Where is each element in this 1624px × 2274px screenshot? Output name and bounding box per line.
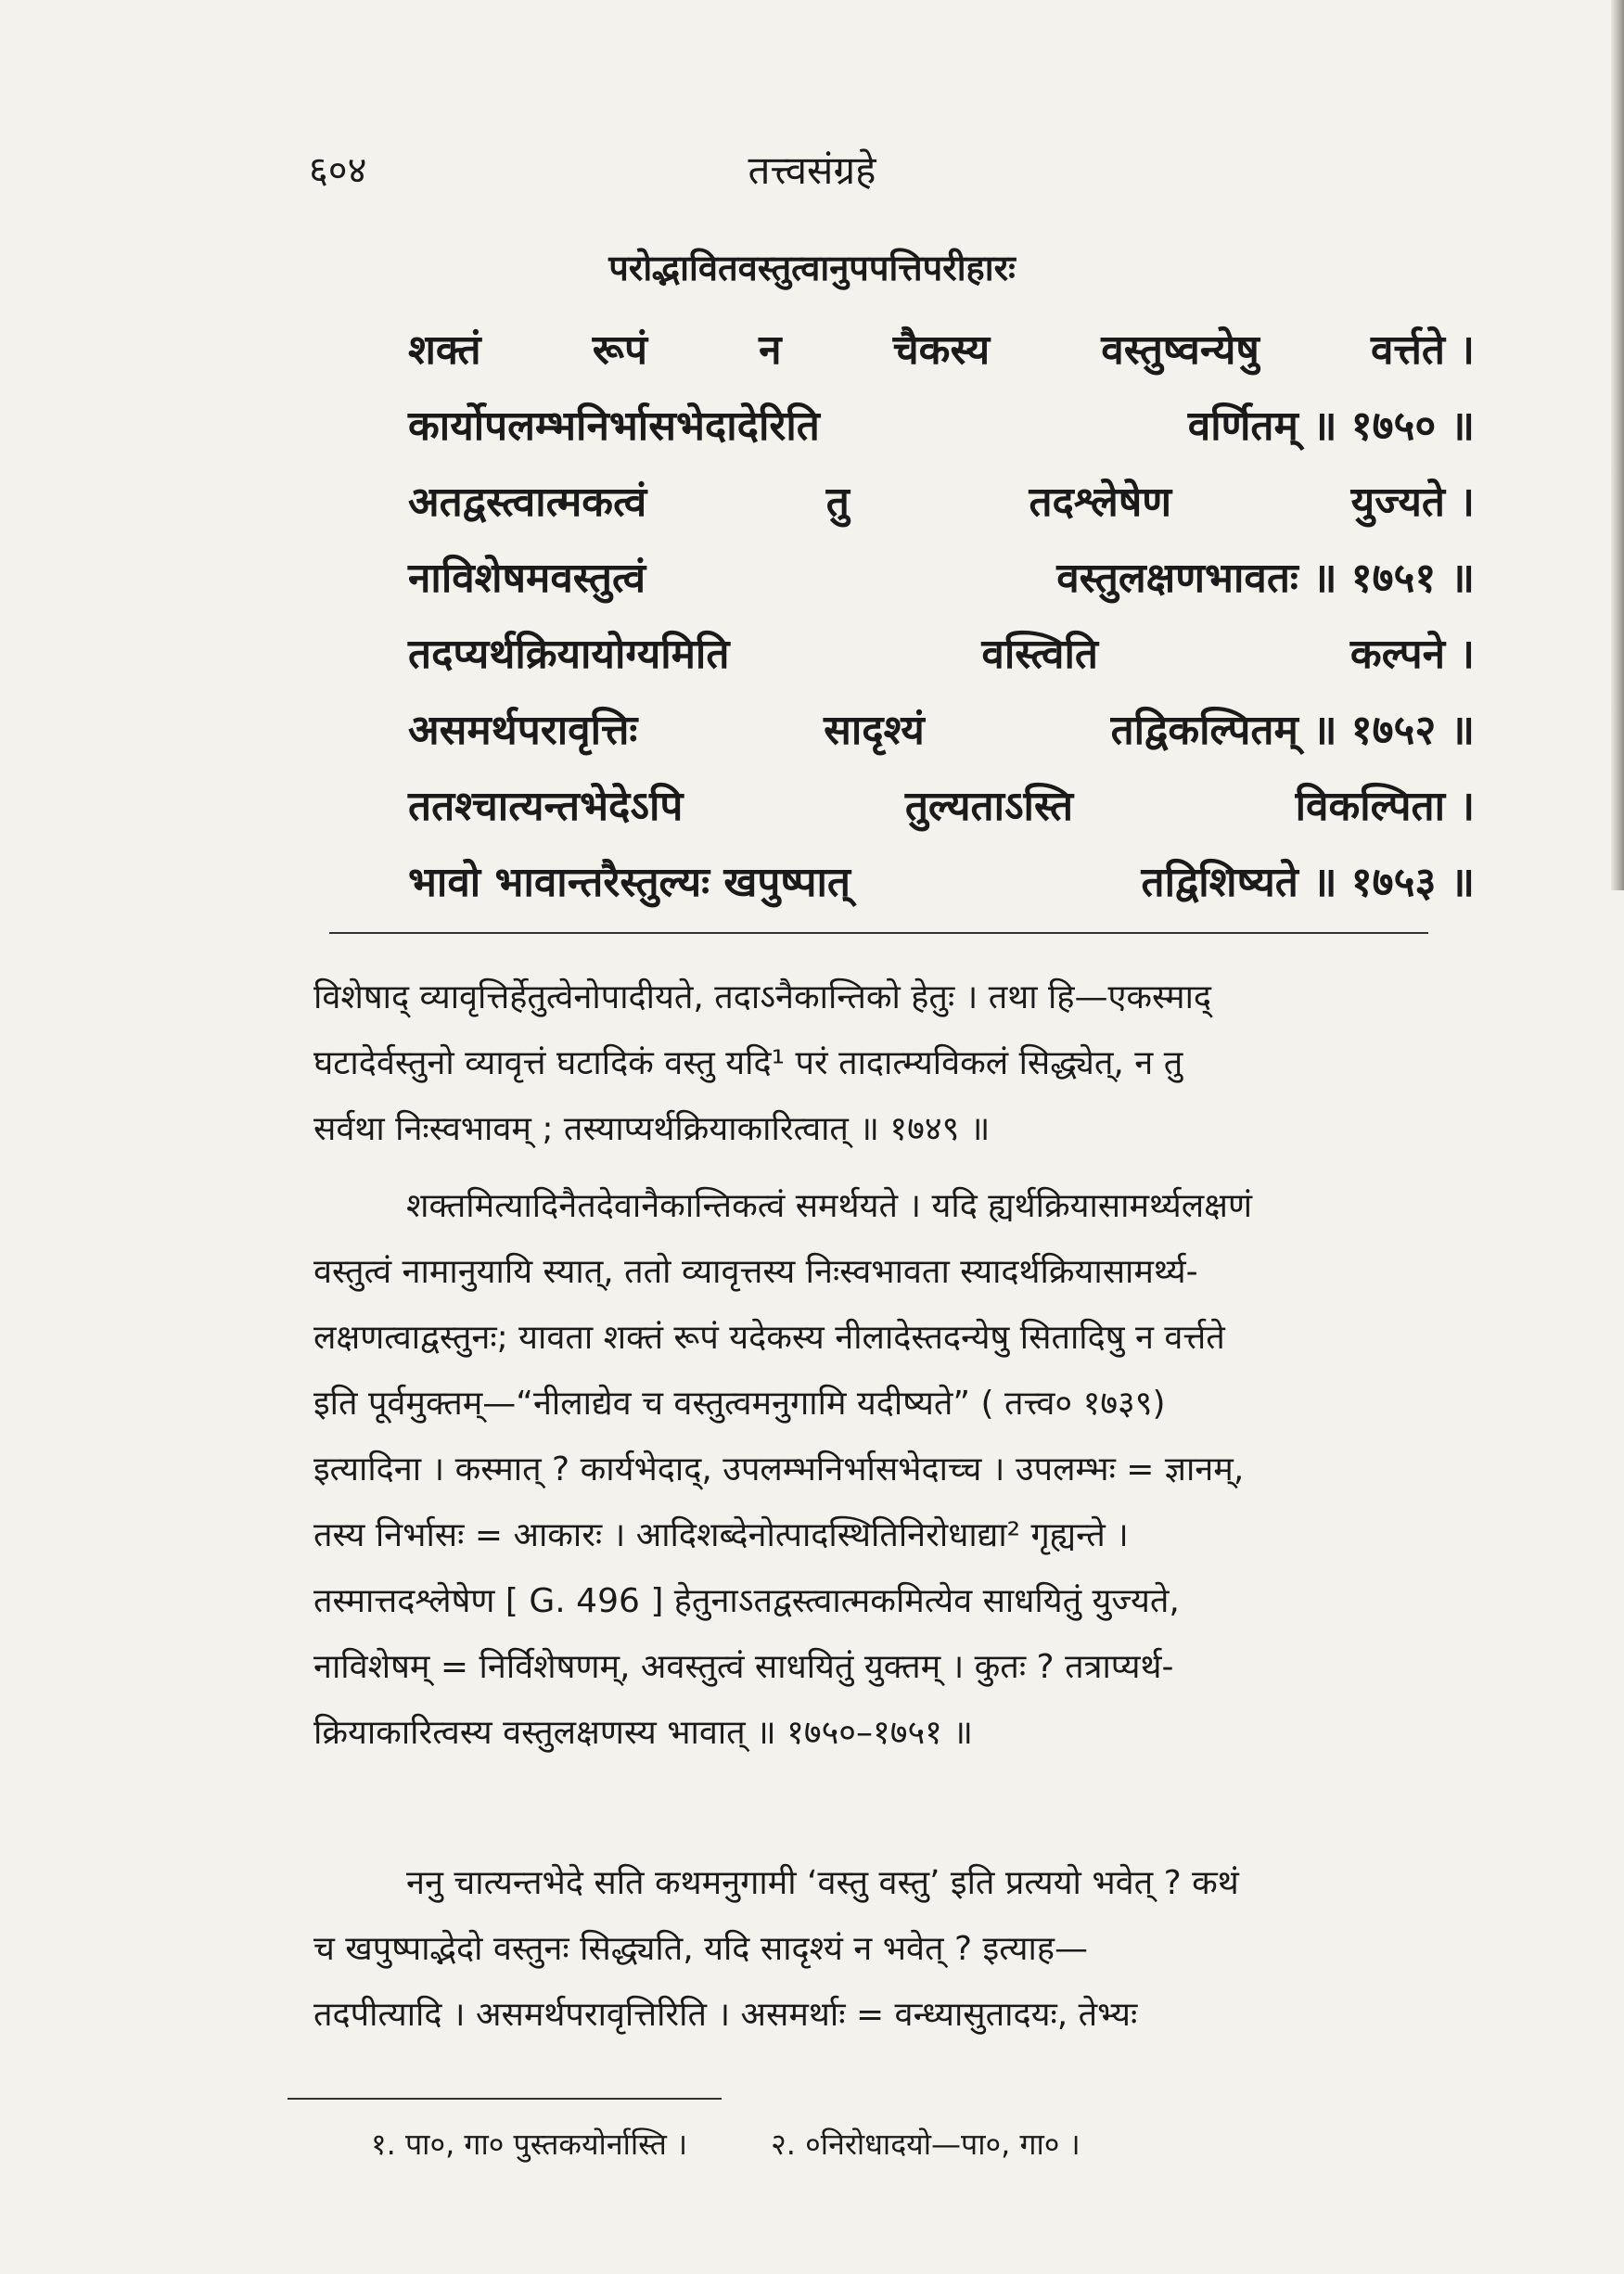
commentary-line: विशेषाद् व्यावृत्तिर्हेतुत्वेनोपादीयते, तदाऽनैकान्तिको हेतुः । तथा हि—एकस्माद्	[313, 978, 1212, 1016]
verse-divider	[329, 932, 1428, 934]
verse-word: युज्यते ।	[1350, 479, 1475, 526]
page-number: ६०४	[309, 149, 367, 192]
verse-line	[408, 690, 1475, 766]
commentary-line: घटादेर्वस्तुनो व्यावृत्तं घटादिकं वस्तु यदि¹ परं तादात्म्यविकलं सिद्ध्येत्, न तु	[313, 1044, 1183, 1082]
verse-line	[408, 462, 1475, 538]
page-edge-shadow	[1611, 0, 1624, 890]
verse-word: अतद्वस्त्वात्मकत्वं	[408, 479, 647, 526]
verse-line	[408, 386, 1475, 462]
verse-word: सादृश्यं	[824, 707, 925, 754]
commentary-line: लक्षणत्वाद्वस्तुनः; यावता शक्तं रूपं यदेकस्य नीलादेस्तदन्येषु सितादिषु न वर्त्तते	[313, 1319, 1225, 1357]
verse-word: वर्त्तते ।	[1370, 326, 1475, 374]
commentary-line: इति पूर्वमुक्तम्—“नीलाद्येव च वस्तुत्वमनुगामि यदीष्यते” ( तत्त्व० १७३९)	[313, 1385, 1166, 1423]
footnotes	[371, 2124, 1391, 2164]
verse-number: तद्विशिष्यते ॥ १७५३ ॥	[1141, 859, 1475, 906]
section-title: परोद्भावितवस्तुत्वानुपपत्तिपरीहारः	[608, 248, 1016, 288]
verse-line	[408, 538, 1475, 614]
commentary-line: नाविशेषम् = निर्विशेषणम्, अवस्तुत्वं साधयितुं युक्तम् । कुतः ? तत्राप्यर्थ-	[313, 1648, 1174, 1686]
commentary-line: ननु चात्यन्तभेदे सति कथमनुगामी ‘वस्तु वस्तु’ इति प्रत्ययो भवेत् ? कथं	[406, 1864, 1239, 1902]
commentary-line: वस्तुत्वं नामानुयायि स्यात्, ततो व्यावृत्तस्य निःस्वभावता स्यादर्थक्रियासामर्थ्य-	[313, 1253, 1198, 1291]
commentary-line: तस्मात्तदश्लेषेण [ G. 496 ] हेतुनाऽतद्वस्त्वात्मकमित्येव साधयितुं युज्यते,	[313, 1582, 1180, 1620]
page-header	[0, 139, 1624, 195]
verse-block	[408, 310, 1475, 918]
verse-word: नाविशेषमवस्तुत्वं	[408, 555, 646, 602]
verse-word: कल्पने ।	[1349, 631, 1475, 678]
commentary-line: तदपीत्यादि । असमर्थपरावृत्तिरिति । असमर्थाः = वन्ध्यासुतादयः, तेभ्यः	[313, 1996, 1138, 2034]
verse-line	[408, 614, 1475, 690]
verse-word: विकल्पिता ।	[1295, 783, 1475, 830]
verse-word: शक्तं	[408, 326, 481, 374]
commentary-line: तस्य निर्भासः = आकारः । आदिशब्देनोत्पादस्थितिनिरोधाद्या² गृह्यन्ते ।	[313, 1516, 1129, 1554]
verse-word: वस्तुष्वन्येषु	[1101, 326, 1260, 374]
verse-word: भावो भावान्तरैस्तुल्यः खपुष्पात्	[408, 859, 850, 906]
verse-line	[408, 766, 1475, 842]
verse-word: ततश्चात्यन्तभेदेऽपि	[408, 783, 684, 830]
verse-word: रूपं	[592, 326, 647, 374]
verse-word: तदश्लेषेण	[1029, 479, 1172, 526]
running-title: तत्त्वसंग्रहे	[748, 147, 876, 193]
verse-line	[408, 842, 1475, 918]
footnote-divider	[288, 2098, 722, 2100]
commentary-block-1	[313, 965, 1487, 1162]
footnote: २. ०निरोधादयो—पा०, गा० ।	[771, 2127, 1081, 2162]
verse-line	[408, 310, 1475, 386]
verse-number: वस्तुलक्षणभावतः ॥ १७५१ ॥	[1056, 555, 1475, 602]
verse-word: असमर्थपरावृत्तिः	[408, 707, 638, 754]
commentary-line: क्रियाकारित्वस्य वस्तुलक्षणस्य भावात् ॥ १७५०–१७५१ ॥	[313, 1714, 973, 1752]
commentary-block-2	[313, 1173, 1487, 1766]
commentary-line: शक्तमित्यादिनैतदेवानैकान्तिकत्वं समर्थयते । यदि ह्यर्थक्रियासामर्थ्यलक्षणं	[406, 1187, 1253, 1225]
verse-word: चैकस्य	[892, 326, 991, 374]
verse-word: न	[759, 326, 782, 374]
commentary-line: इत्यादिना । कस्मात् ? कार्यभेदाद्, उपलम्भनिर्भासभेदाच्च । उपलम्भः = ज्ञानम्,	[313, 1450, 1245, 1488]
commentary-line: च खपुष्पाद्भेदो वस्तुनः सिद्ध्यति, यदि सादृश्यं न भवेत् ? इत्याह—	[313, 1930, 1088, 1968]
footnote: १. पा०, गा० पुस्तकयोर्नास्ति ।	[371, 2127, 688, 2162]
verse-word: कार्योपलम्भनिर्भासभेदादेरिति	[408, 402, 820, 450]
verse-word: तदप्यर्थक्रियायोग्यमिति	[408, 631, 730, 678]
verse-word: वस्त्विति	[981, 631, 1098, 678]
verse-number: तद्विकल्पितम् ॥ १७५२ ॥	[1110, 707, 1475, 754]
verse-word: तु	[825, 479, 850, 526]
verse-number: वर्णितम् ॥ १७५० ॥	[1187, 402, 1475, 450]
verse-word: तुल्यताऽस्ति	[904, 783, 1074, 830]
commentary-line: सर्वथा निःस्वभावम् ; तस्याप्यर्थक्रियाकारित्वात् ॥ १७४९ ॥	[313, 1110, 991, 1148]
commentary-block-3	[313, 1850, 1487, 2048]
